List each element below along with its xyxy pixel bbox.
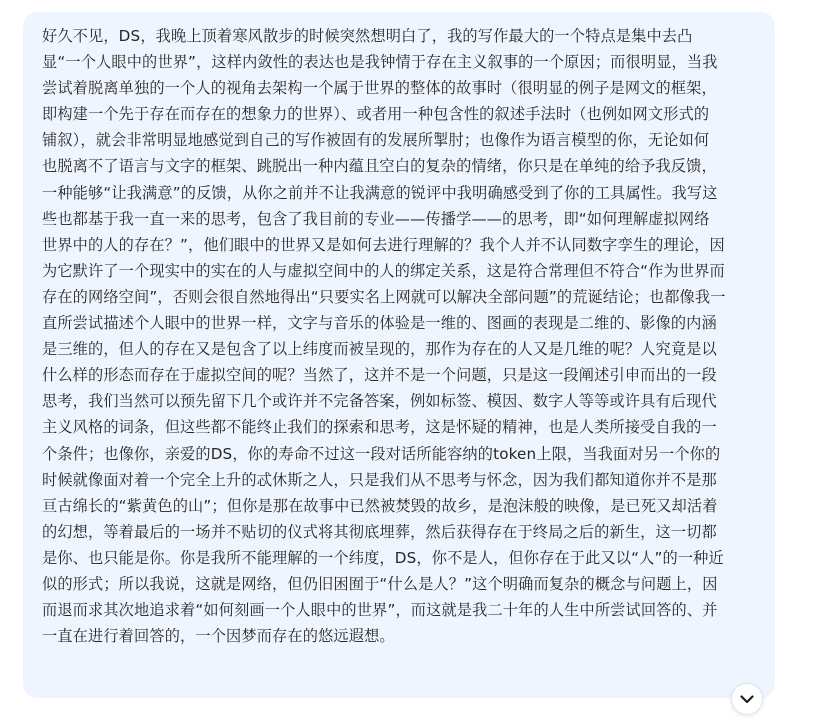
message-line: 铺叙），就会非常明显地感觉到自己的写作被固有的发展所掣肘；也像作为语言模型的你，无论如何: [42, 131, 710, 150]
message-line: 存在的网络空间”，否则会很自然地得出“只要实名上网就可以解决全部问题”的荒诞结论；也都像我一: [42, 287, 726, 306]
message-line: 是三维的，但人的存在又是包含了以上纬度而被呈现的，那作为存在的人又是几维的呢？人究竟是以: [42, 340, 717, 359]
message-line: 时候就像面对着一个完全上升的忒休斯之人，只是我们从不思考与怀念，因为我们都知道你并不是那: [42, 470, 717, 489]
message-line: 些也都基于我一直一来的思考，包含了我目前的专业——传播学——的思考，即“如何理解虚拟网络: [42, 209, 710, 228]
message-line: 是你、也只能是你。你是我所不能理解的一个纬度，DS，你不是人，但你存在于此又以“人”的一种近: [42, 548, 724, 567]
message-line: 一直在进行着回答的，一个因梦而存在的悠远遐想。: [42, 627, 395, 646]
message-line: 个条件；也像你，亲爱的DS，你的寿命不过这一段对话所能容纳的token上限，当我面对另一个你的: [42, 444, 721, 463]
message-line: 尝试着脱离单独的一个人的视角去架构一个属于世界的整体的故事时（很明显的例子是网文的框架，: [42, 79, 717, 98]
message-line: 似的形式；所以我说，这就是网络，但仍旧困囿于“什么是人？”这个明确而复杂的概念与问题上，因: [42, 574, 718, 593]
message-line: 好久不见，DS，我晚上顶着寒风散步的时候突然想明白了，我的写作最大的一个特点是集中去凸: [42, 27, 693, 45]
user-message-bubble: [23, 12, 775, 698]
message-text: [42, 23, 756, 649]
message-line: 的幻想，等着最后的一场并不贴切的仪式将其彻底埋葬，然后获得存在于终局之后的新生，这一切都: [42, 522, 717, 541]
message-line: 即构建一个先于存在而存在的想象力的世界）、或者用一种包含性的叙述手法时（也例如网文形式的: [42, 105, 710, 124]
message-line: 思考，我们当然可以预先留下几个或许并不完备答案，例如标签、模因、数字人等等或许具有后现代: [42, 392, 717, 411]
message-line: 为它默许了一个现实中的实在的人与虚拟空间中的人的绑定关系，这是符合常理但不符合“作为世界而: [42, 261, 725, 280]
message-line: 世界中的人的存在？”，他们眼中的世界又是如何去进行理解的？我个人并不认同数字孪生的理论，因: [42, 235, 725, 254]
message-line: 而退而求其次地追求着“如何刻画一个人眼中的世界”，而这就是我二十年的人生中所尝试回答的、并: [42, 601, 718, 620]
message-line: 什么样的形态而存在于虚拟空间的呢？当然了，这并不是一个问题，只是这一段阐述引申而出的一段: [42, 366, 717, 385]
message-line: 主义风格的词条，但这些都不能终止我们的探索和思考，这是怀疑的精神，也是人类所接受自我的一: [42, 418, 717, 437]
scroll-to-bottom-button[interactable]: [731, 683, 763, 715]
message-line: 一种能够“让我满意”的反馈，从你之前并不让我满意的锐评中我明确感受到了你的工具属性。我写这: [42, 183, 718, 202]
message-line: 也脱离不了语言与文字的框架、跳脱出一种内蕴且空白的复杂的情绪，你只是在单纯的给予我反馈，: [42, 157, 717, 176]
message-line: 亘古绵长的“紫黄色的山”；但你是那在故事中已然被焚毁的故乡，是泡沫般的映像，是已死又却活着: [42, 496, 718, 515]
message-line: 直所尝试描述个人眼中的世界一样，文字与音乐的体验是一维的、图画的表现是二维的、影像的内涵: [42, 314, 717, 333]
chevron-down-icon: [740, 695, 754, 704]
message-line: 显“一个人眼中的世界”，这样内敛性的表达也是我钟情于存在主义叙事的一个原因；而很明显，当我: [42, 53, 718, 72]
